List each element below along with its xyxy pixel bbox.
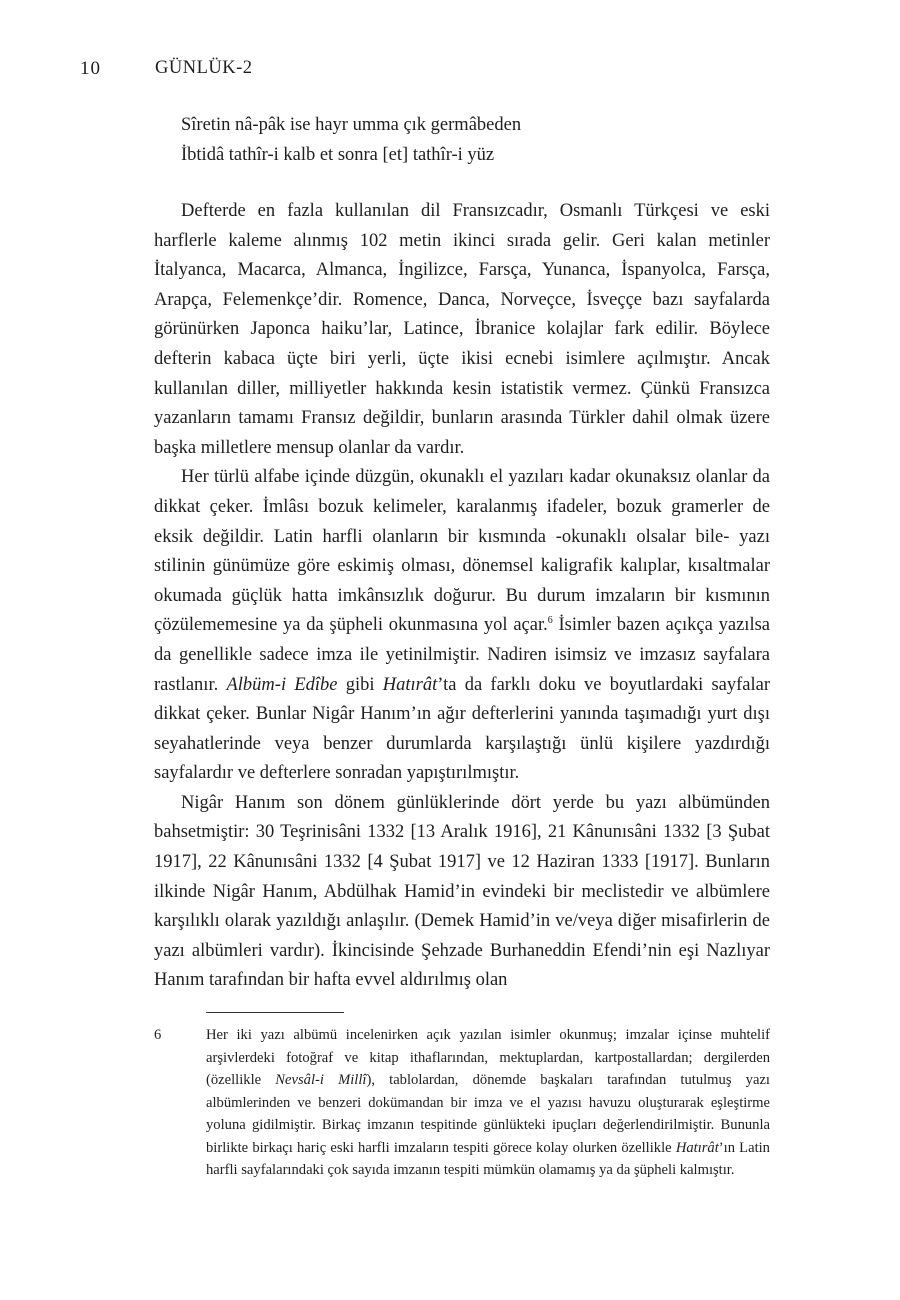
italic-title: Albüm-i Edîbe — [226, 674, 338, 695]
body-text — [154, 197, 770, 996]
footnote-segment: Her iki yazı albümü incelenirken açık yazılan isimler okunmuş; imzalar içinse muhtelif arşivlerdeki fotoğraf ve kitap ithaflarından, mektuplardan, kartpostallardan; dergilerden (özellikle — [206, 1027, 770, 1088]
footnote-divider — [206, 1012, 344, 1013]
paragraph — [154, 463, 770, 789]
footnote — [154, 1024, 770, 1182]
footnote-number: 6 — [154, 1027, 162, 1043]
paragraph-text: ’ta da farklı doku ve boyutlardaki sayfalar dikkat çeker. Bunlar Nigâr Hanım’ın ağır defterlerini yanında taşımadığı yurt dışı seyahatlerinde veya benzer durumlarda karşılaştığı ünlü kişilere yazdırdığı sayfalardır ve defterlere sonradan yapıştırılmıştır. — [154, 674, 771, 784]
verse-line: Sîretin nâ-pâk ise hayr umma çık germâbeden — [181, 115, 522, 135]
footnote-text — [206, 1024, 770, 1182]
italic-title: Nevsâl-i Millî — [275, 1072, 367, 1088]
paragraph-text: İsimler bazen açıkça yazılsa da genellikle sadece imza ile yetinilmiştir. Nadiren isimsiz ve imzasız sayfalara rastlanır. — [154, 615, 770, 695]
running-title: GÜNLÜK-2 — [155, 58, 253, 78]
footnote-segment: ), tablolardan, dönemde başkaları tarafından tutulmuş yazı albümlerinden ve benzeri dokümandan bir imza ve el yazısı havuzu oluşturarak eşleştirme yoluna gidilmiştir. Birkaç imzanın tespitinde günlükteki ipuçları değerlendirilmiştir. Bununla birlikte birkaçı hariç eski harfli imzaların tespiti görece kolay olurken özellikle — [206, 1072, 770, 1156]
paragraph-text: gibi — [337, 674, 383, 695]
paragraph: Nigâr Hanım son dönem günlüklerinde dört yerde bu yazı albümünden bahsetmiştir: 30 Teşrinisâni 1332 [13 Aralık 1916], 21 Kânunısâni 1332 [3 Şubat 1917], 22 Kânunısâni 1332 [4 Şubat 1917] ve 12 Haziran 1333 [1917]. Bunların ilkinde Nigâr Hanım, Abdülhak Hamid’in evindeki bir meclistedir ve albümlere karşılıklı olarak yazıldığı anlaşılır. (Demek Hamid’in ve/veya diğer misafirlerin de yazı albümleri vardır). İkincisinde Şehzade Burhaneddin Efendi’nin eşi Nazlıyar Hanım tarafından bir hafta evvel aldırılmış olan — [154, 792, 770, 991]
paragraph-text: Her türlü alfabe içinde düzgün, okunaklı el yazıları kadar okunaksız olanlar da dikkat çeker. İmlâsı bozuk kelimeler, karalanmış ifadeler, bozuk gramerler de eksik değildir. Latin harfli olanların bir kısmında -okunaklı olsalar bile- yazı stilinin günümüze göre eskimiş olması, dönemsel kaligrafik kalıplar, kısaltmalar okumada güçlük hatta imkânsızlık doğurur. Bu durum imzaların bir kısmının çözülememesine ya da şüpheli okunmasına yol açar. — [154, 467, 770, 636]
italic-title: Hatırât — [675, 1139, 719, 1156]
footnote-reference[interactable]: 6 — [547, 615, 553, 627]
verse-block — [181, 110, 521, 170]
italic-title: Hatırât — [382, 674, 438, 695]
footnote-segment: ’ın Latin harfli sayfalarındaki çok sayıda imzanın tespiti mümkün olamamış ya da şüpheli kalmıştır. — [206, 1139, 770, 1178]
page-number: 10 — [80, 58, 101, 79]
verse-line: İbtidâ tathîr-i kalb et sonra [et] tathîr-i yüz — [181, 145, 495, 165]
paragraph: Defterde en fazla kullanılan dil Fransızcadır, Osmanlı Türkçesi ve eski harflerle kaleme alınmış 102 metin ikinci sırada gelir. Geri kalan metinler İtalyanca, Macarca, Almanca, İngilizce, Farsça, Yunanca, İspanyolca, Farsça, Arapça, Felemenkçe’dir. Romence, Danca, Norveçce, İsveççe bazı sayfalarda görünürken Japonca haiku’lar, Latince, İbranice kolajlar fark edilir. Böylece defterin kabaca üçte biri yerli, üçte ikisi ecnebi isimlere açılmıştır. Ancak kullanılan diller, milliyetler hakkında kesin istatistik vermez. Çünkü Fransızca yazanların tamamı Fransız değildir, bunların arasında Türkler dahil olmak üzere başka milletlere mensup olanlar da vardır. — [154, 201, 770, 458]
